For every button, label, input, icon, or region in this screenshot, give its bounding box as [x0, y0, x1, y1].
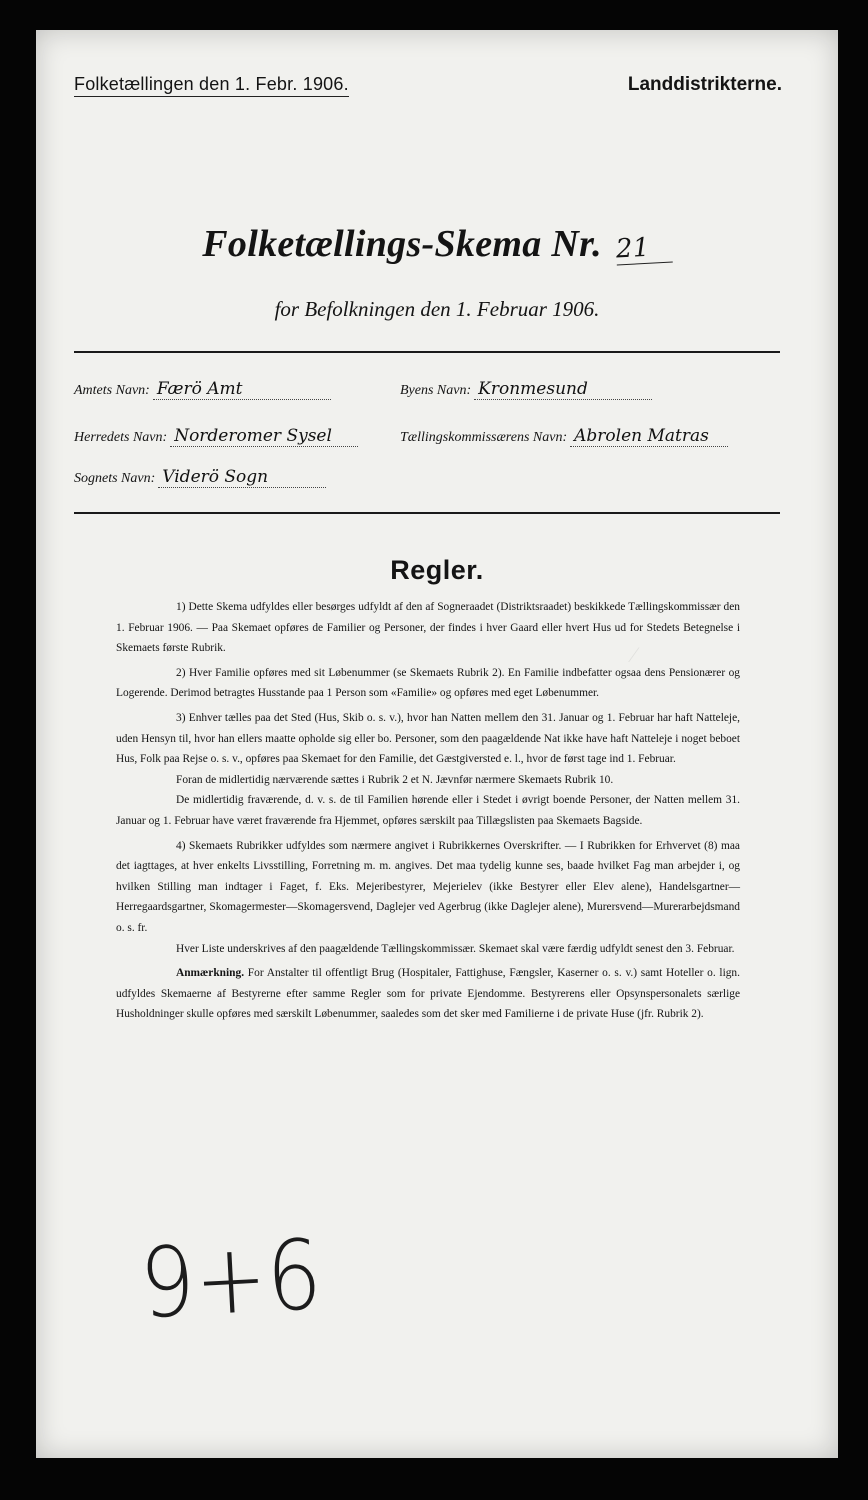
sogn-label: Sognets Navn:	[74, 471, 156, 486]
herred-label: Herredets Navn:	[74, 430, 168, 445]
sogn-field	[74, 467, 326, 488]
rule-3-temporary-present: Foran de midlertidig nærværende sættes i Rubrik 2 et N. Jævnfør nærmere Skemaets Rubrik 10.	[176, 773, 614, 786]
rule-3: 3) Enhver tælles paa det Sted (Hus, Skib o. s. v.), hvor han Natten mellem den 31. Januar og 1. Februar har haft Natteleje, uden Hensyn til, hvor han ellers maatte opholde sig eller bo. Personer, som den paagældende Nat ikke have haft Natteleje i noget beboet Hus, Folk paa Rejse o. s. v., opføres paa Skemaet for den Familie, det Gæstgiversted e. l., hvor de først tage ind 1. Februar.	[116, 711, 740, 766]
herred-field	[74, 426, 358, 447]
by-label: Byens Navn:	[400, 383, 472, 398]
amt-value: Færö Amt	[153, 379, 331, 400]
census-form-page	[36, 30, 838, 1458]
census-header-title: Folketællingen den 1. Febr. 1906.	[74, 74, 349, 97]
remark-label: Anmærkning.	[176, 967, 245, 980]
kommissaer-label: Tællingskommissærens Navn:	[400, 430, 568, 445]
bleed-through-marks: ⁄	[632, 642, 636, 667]
rule-3-temporary-absent: De midlertidig fraværende, d. v. s. de til Familien hørende eller i Stedet i øvrigt boende Personer, der Natten mellem 31. Januar og 1. Februar have været fraværende fra Hjemmet, opføres særskilt paa Tillægslisten paa Skemaets Bagside.	[116, 794, 740, 827]
rule-2: 2) Hver Familie opføres med sit Løbenummer (se Skemaets Rubrik 2). En Familie indbefatter ogsaa dens Pensionærer og Logerende. Derimod betragtes Husstande paa 1 Person som «Familie» og opføres med eget Løbenummer.	[116, 666, 740, 700]
form-title	[36, 222, 838, 266]
form-subtitle: for Befolkningen den 1. Februar 1906.	[274, 297, 600, 321]
kommissaer-value: Abrolen Matras	[570, 426, 728, 447]
remark-text: For Anstalter til offentligt Brug (Hospitaler, Fattighuse, Fængsler, Kaserner o. s. v.) samt Hoteller o. lign. udfyldes Skemaerne af Bestyrerne efter samme Regler som for private Ejendomme. Bestyrerens eller Opsynspersonalets særlige Husholdninger skulle opføres med særskilt Løbenummer, saaledes som det sker med Familierne i de private Huse (jfr. Rubrik 2).	[116, 967, 740, 1021]
amt-field	[74, 379, 331, 400]
rule-4-signature: Hver Liste underskrives af den paagældende Tællingskommissær. Skemaet skal være færdig udfyldt senest den 3. Februar.	[176, 942, 735, 955]
form-number-handwritten: 21	[615, 232, 673, 266]
rules-body	[116, 597, 740, 1025]
district-type-label: Landdistrikterne.	[627, 74, 782, 95]
top-divider	[74, 351, 780, 353]
rule-4: 4) Skemaets Rubrikker udfyldes som nærmere angivet i Rubrikkernes Overskrifter. — I Rubrikken for Erhvervet (8) maa det iagttages, at hver enkelts Livsstilling, Forretning m. m. angives. Det maa tydelig kunne ses, baade hvilket Fag man arbejder i, og hvilken Stilling man indtager i Faget, f. Eks. Mejeribestyrer, Mejerielev (ikke Bestyrer eller Elev alene), Handelsgartner—Herregaardsgartner, Skomagermester—Skomagersvend, Daglejer ved Agerbrug (ikke Daglejer alene), Murersvend—Murerarbejdsmand o. s. fr.	[116, 839, 740, 934]
sogn-value: Viderö Sogn	[158, 467, 326, 488]
kommissaer-field	[400, 426, 728, 447]
rules-title: Regler.	[390, 555, 484, 585]
remark	[116, 963, 740, 1025]
form-title-text: Folketællings-Skema Nr.	[202, 223, 602, 265]
bottom-divider	[74, 512, 780, 514]
by-field	[400, 379, 652, 400]
by-value: Kronmesund	[474, 379, 652, 400]
herred-value: Norderomer Sysel	[170, 426, 358, 447]
amt-label: Amtets Navn:	[74, 383, 150, 398]
rule-1: 1) Dette Skema udfyldes eller besørges udfyldt af den af Sogneraadet (Distriktsraadet) beskikkede Tællingskommissær den 1. Februar 1906. — Paa Skemaet opføres de Familier og Personer, der findes i hver Gaard eller hvert Hus ud for Stedets Betegnelse i Skemaets første Rubrik.	[116, 601, 740, 655]
handwritten-count: 9+6	[137, 1219, 325, 1341]
